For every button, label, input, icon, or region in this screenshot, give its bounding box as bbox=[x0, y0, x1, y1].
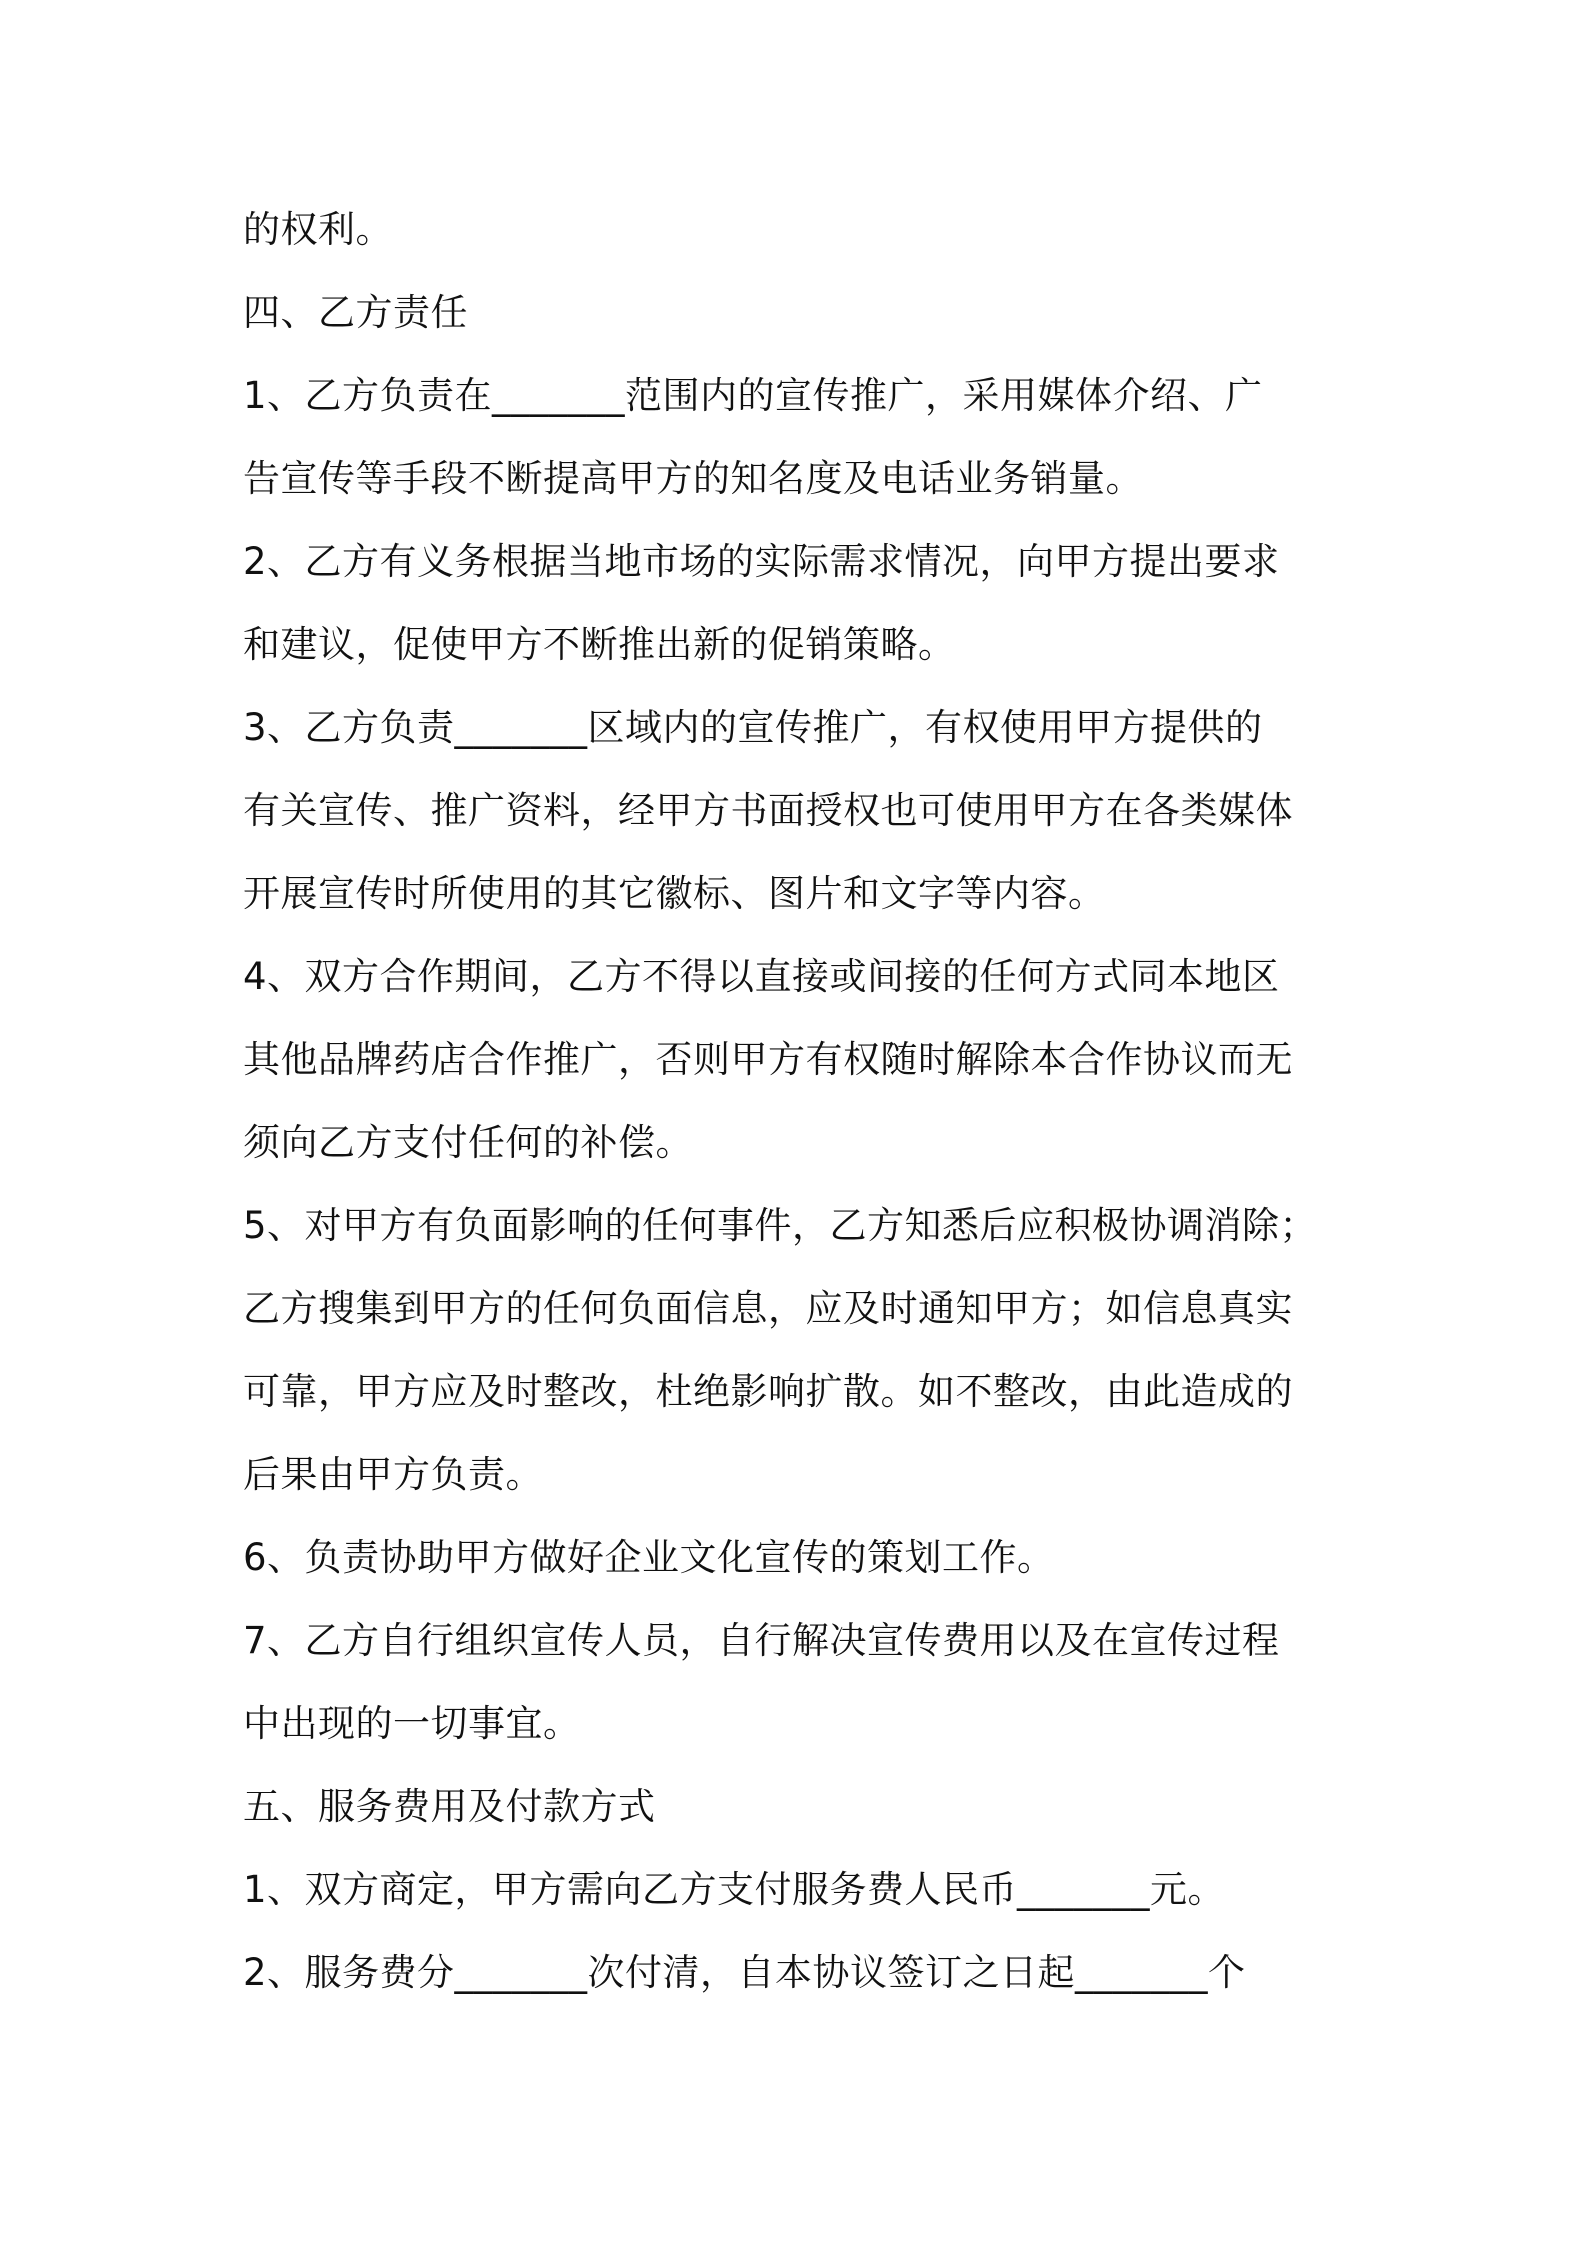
text-line: 可靠，甲方应及时整改，杜绝影响扩散。如不整改，由此造成的 bbox=[243, 1370, 1293, 1413]
section-heading: 四、乙方责任 bbox=[243, 291, 468, 334]
text-line: 中出现的一切事宜。 bbox=[243, 1702, 581, 1745]
text-line: 和建议，促使甲方不断推出新的促销策略。 bbox=[243, 623, 956, 666]
text-line: 3、乙方负责_______区域内的宣传推广，有权使用甲方提供的 bbox=[243, 706, 1263, 749]
text-line: 后果由甲方负责。 bbox=[243, 1453, 543, 1496]
document-body bbox=[243, 188, 1393, 2014]
text-line: 7、乙方自行组织宣传人员，自行解决宣传费用以及在宣传过程 bbox=[243, 1619, 1280, 1662]
text-line: 6、负责协助甲方做好企业文化宣传的策划工作。 bbox=[243, 1536, 1055, 1579]
text-line: 1、乙方负责在_______范围内的宣传推广，采用媒体介绍、广 bbox=[243, 374, 1263, 417]
text-line: 开展宣传时所使用的其它徽标、图片和文字等内容。 bbox=[243, 872, 1106, 915]
text-line: 2、服务费分_______次付清，自本协议签订之日起_______个 bbox=[243, 1951, 1246, 1994]
text-line: 2、乙方有义务根据当地市场的实际需求情况，向甲方提出要求 bbox=[243, 540, 1280, 583]
section-heading: 五、服务费用及付款方式 bbox=[243, 1785, 656, 1828]
text-line: 的权利。 bbox=[243, 208, 393, 251]
text-line: 乙方搜集到甲方的任何负面信息，应及时通知甲方；如信息真实 bbox=[243, 1287, 1293, 1330]
text-line: 5、对甲方有负面影响的任何事件，乙方知悉后应积极协调消除； bbox=[243, 1204, 1318, 1247]
text-line: 有关宣传、推广资料，经甲方书面授权也可使用甲方在各类媒体 bbox=[243, 789, 1293, 832]
text-line: 告宣传等手段不断提高甲方的知名度及电话业务销量。 bbox=[243, 457, 1143, 500]
text-line: 1、双方商定，甲方需向乙方支付服务费人民币_______元。 bbox=[243, 1868, 1226, 1911]
text-line: 4、双方合作期间，乙方不得以直接或间接的任何方式同本地区 bbox=[243, 955, 1280, 998]
text-line: 其他品牌药店合作推广，否则甲方有权随时解除本合作协议而无 bbox=[243, 1038, 1293, 1081]
text-line: 须向乙方支付任何的补偿。 bbox=[243, 1121, 693, 1164]
